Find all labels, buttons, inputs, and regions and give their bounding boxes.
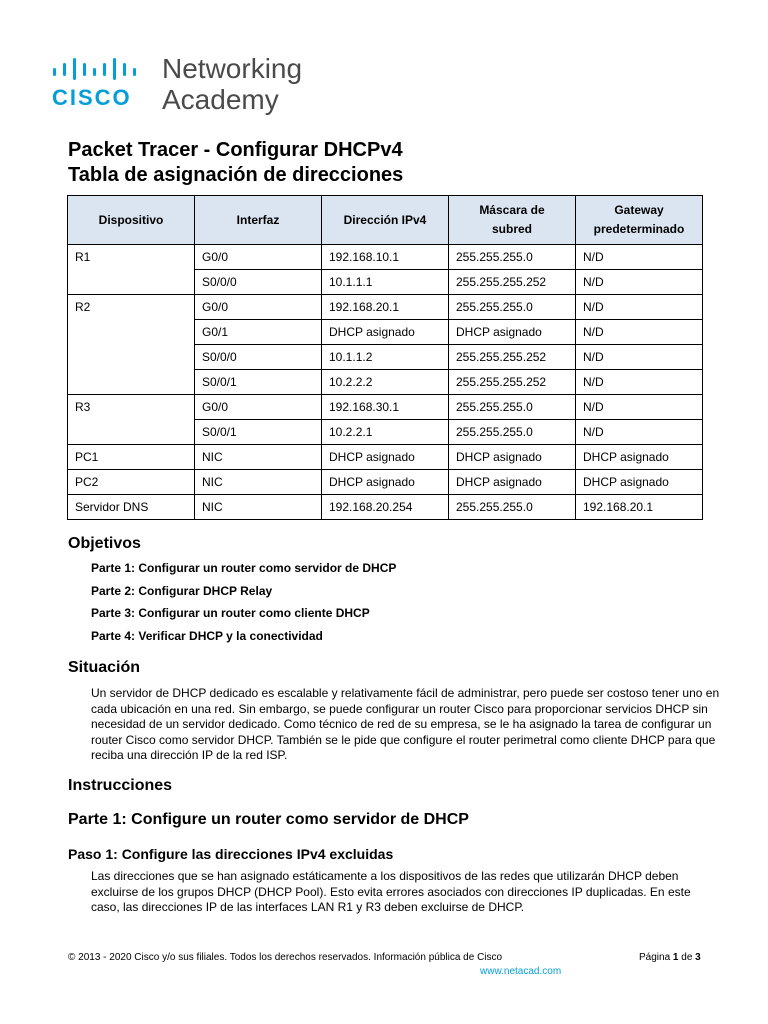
table-row	[68, 420, 703, 445]
page-total: 3	[695, 952, 701, 963]
footer-page-number	[639, 952, 701, 963]
table-cell: N/D	[576, 295, 703, 320]
paso1-heading: Paso 1: Configure las direcciones IPv4 excluidas	[68, 846, 394, 862]
footer-copyright: © 2013 - 2020 Cisco y/o sus filiales. Todos los derechos reservados. Información pública de Cisco	[68, 952, 503, 963]
table-cell: 255.255.255.252	[449, 270, 576, 295]
objetivo-item: Parte 4: Verificar DHCP y la conectividad	[91, 629, 323, 643]
page-current: 1	[672, 952, 679, 963]
table-cell: S0/0/0	[195, 270, 322, 295]
table-cell	[68, 370, 195, 395]
table-cell: 192.168.30.1	[322, 395, 449, 420]
table-cell: N/D	[576, 420, 703, 445]
table-header-text: Gateway predeterminado	[593, 203, 685, 236]
title-line1: Packet Tracer - Configurar DHCPv4	[68, 139, 403, 161]
table-cell: 10.1.1.2	[322, 345, 449, 370]
table-cell: N/D	[576, 370, 703, 395]
table-cell: NIC	[195, 470, 322, 495]
instrucciones-heading: Instrucciones	[68, 777, 173, 794]
page-label: Página	[639, 952, 671, 963]
table-cell: DHCP asignado	[322, 320, 449, 345]
footer-url-link[interactable]: www.netacad.com	[480, 966, 562, 977]
table-cell: 255.255.255.0	[449, 495, 576, 520]
table-cell: DHCP asignado	[449, 445, 576, 470]
table-cell: DHCP asignado	[449, 470, 576, 495]
table-cell: 192.168.20.1	[576, 495, 703, 520]
document-title	[68, 138, 403, 188]
objetivo-item: Parte 3: Configurar un router como cliente DHCP	[91, 606, 370, 620]
table-row	[68, 495, 703, 520]
table-row	[68, 370, 703, 395]
table-cell: 255.255.255.0	[449, 245, 576, 270]
address-table	[67, 195, 703, 520]
table-header	[576, 196, 703, 245]
table-cell	[68, 270, 195, 295]
logo-networking: Networking	[162, 53, 303, 84]
table-cell: DHCP asignado	[449, 320, 576, 345]
logo-academy: Academy	[162, 84, 279, 115]
table-row	[68, 270, 703, 295]
table-header-text: Máscara de subred	[479, 203, 545, 236]
table-cell: R3	[68, 395, 195, 420]
situacion-heading: Situación	[68, 659, 141, 676]
table-cell: N/D	[576, 270, 703, 295]
table-header: Dirección IPv4	[322, 196, 449, 245]
objetivo-item: Parte 2: Configurar DHCP Relay	[91, 584, 273, 598]
table-cell: N/D	[576, 320, 703, 345]
table-row	[68, 320, 703, 345]
table-cell: DHCP asignado	[576, 445, 703, 470]
table-cell: 255.255.255.0	[449, 420, 576, 445]
table-cell: N/D	[576, 395, 703, 420]
table-row	[68, 445, 703, 470]
table-cell	[68, 345, 195, 370]
situacion-paragraph: Un servidor de DHCP dedicado es escalable y relativamente fácil de administrar, pero puede ser costoso tener uno en cada ubicación en una red. Sin embargo, se puede configurar un router Cisco para proporcionar servicios DHCP sin necesidad de un servidor dedicado. Como técnico de red de su empresa, se le ha asignado la tarea de configurar un router Cisco como servidor DHCP. También se le pide que configure el router perimetral como cliente DHCP para que reciba una dirección IP de la red ISP.	[91, 686, 720, 762]
table-cell: 255.255.255.0	[449, 395, 576, 420]
table-cell: NIC	[195, 495, 322, 520]
table-cell: N/D	[576, 245, 703, 270]
table-header: Interfaz	[195, 196, 322, 245]
table-cell: 255.255.255.0	[449, 295, 576, 320]
table-cell: Servidor DNS	[68, 495, 195, 520]
table-cell: 192.168.20.254	[322, 495, 449, 520]
table-cell: G0/1	[195, 320, 322, 345]
table-row	[68, 345, 703, 370]
table-cell	[68, 420, 195, 445]
table-cell: 192.168.20.1	[322, 295, 449, 320]
table-row	[68, 470, 703, 495]
table-cell: PC2	[68, 470, 195, 495]
title-line2: Tabla de asignación de direcciones	[68, 164, 404, 186]
table-header	[449, 196, 576, 245]
table-header: Dispositivo	[68, 196, 195, 245]
table-cell: R2	[68, 295, 195, 320]
table-cell: R1	[68, 245, 195, 270]
table-cell: DHCP asignado	[322, 445, 449, 470]
table-cell: DHCP asignado	[322, 470, 449, 495]
table-row	[68, 245, 703, 270]
table-cell	[68, 320, 195, 345]
cisco-bars-icon	[52, 58, 142, 80]
table-cell: G0/0	[195, 395, 322, 420]
table-cell: G0/0	[195, 245, 322, 270]
table-cell: S0/0/1	[195, 370, 322, 395]
table-cell: 10.2.2.2	[322, 370, 449, 395]
table-cell: 255.255.255.252	[449, 370, 576, 395]
paso1-paragraph: Las direcciones que se han asignado estáticamente a los dispositivos de las redes que utilizarán DHCP deben excluirse de los grupos DHCP (DHCP Pool). Esto evita errores asociados con direcciones IP duplicadas. En este caso, las direcciones IP de las interfaces LAN R1 y R3 deben excluirse de DHCP.	[91, 869, 691, 914]
table-cell: S0/0/0	[195, 345, 322, 370]
table-cell: 255.255.255.252	[449, 345, 576, 370]
objetivo-item: Parte 1: Configurar un router como servidor de DHCP	[91, 561, 397, 575]
table-cell: PC1	[68, 445, 195, 470]
parte1-heading: Parte 1: Configure un router como servidor de DHCP	[68, 811, 469, 828]
table-cell: S0/0/1	[195, 420, 322, 445]
table-cell: G0/0	[195, 295, 322, 320]
table-cell: 10.1.1.1	[322, 270, 449, 295]
page-of: de	[681, 952, 693, 963]
objetivos-heading: Objetivos	[68, 535, 141, 552]
table-row	[68, 395, 703, 420]
table-cell: NIC	[195, 445, 322, 470]
table-cell: 192.168.10.1	[322, 245, 449, 270]
table-cell: 10.2.2.1	[322, 420, 449, 445]
table-header-row	[68, 196, 703, 245]
table-cell: DHCP asignado	[576, 470, 703, 495]
table-cell: N/D	[576, 345, 703, 370]
table-row	[68, 295, 703, 320]
cisco-wordmark: CISCO	[52, 85, 132, 110]
